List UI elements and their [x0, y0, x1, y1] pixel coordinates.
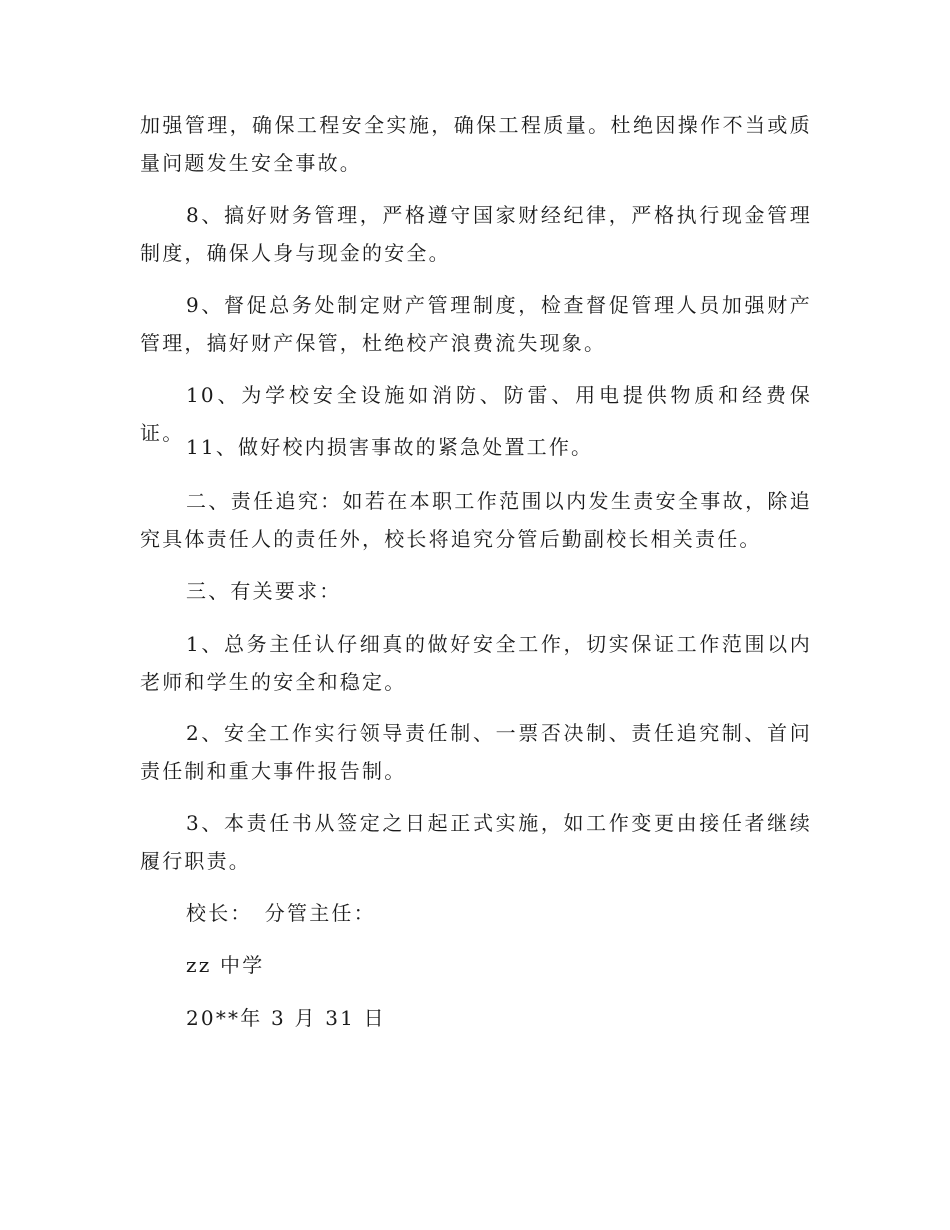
- document-date: 20**年 3 月 31 日: [186, 1006, 386, 1030]
- paragraph-continuation: 加强管理，确保工程安全实施，确保工程质量。杜绝因操作不当或质量问题发生安全事故。: [140, 113, 812, 175]
- requirement-item-1: 1、总务主任认仔细真的做好安全工作，切实保证工作范围以内老师和学生的安全和稳定。: [140, 632, 812, 694]
- paragraph-item-11: 11、做好校内损害事故的紧急处置工作。: [186, 435, 594, 459]
- paragraph-item-10: 10、为学校安全设施如消防、防雷、用电提供物质和经费保证。: [140, 383, 812, 445]
- paragraph-item-9: 9、督促总务处制定财产管理制度，检查督促管理人员加强财产管理，搞好财产保管，杜绝校产浪费流失现象。: [140, 293, 812, 355]
- requirement-item-3: 3、本责任书从签定之日起正式实施，如工作变更由接任者继续履行职责。: [140, 811, 812, 873]
- requirement-item-2: 2、安全工作实行领导责任制、一票否决制、责任追究制、首问责任制和重大事件报告制。: [140, 721, 812, 783]
- signature-line: 校长： 分管主任：: [186, 901, 376, 925]
- paragraph-item-8: 8、搞好财务管理，严格遵守国家财经纪律，严格执行现金管理制度，确保人身与现金的安全。: [140, 203, 812, 265]
- section-responsibility: 二、责任追究：如若在本职工作范围以内发生责安全事故，除追究具体责任人的责任外，校长将追究分管后勤副校长相关责任。: [140, 489, 812, 551]
- section-requirements-heading: 三、有关要求：: [186, 579, 342, 603]
- school-name: zz 中学: [186, 953, 265, 977]
